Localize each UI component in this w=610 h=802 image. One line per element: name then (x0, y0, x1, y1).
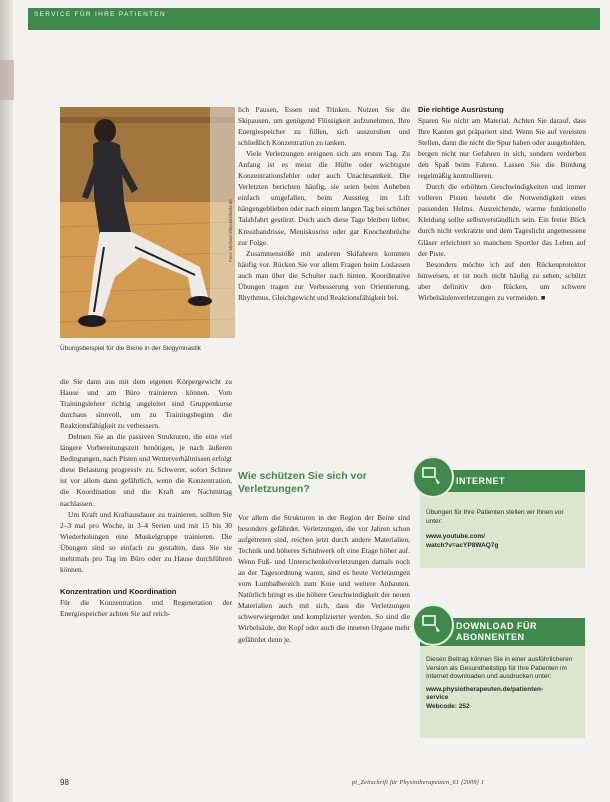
column-middle-bottom (238, 512, 410, 645)
internet-box-text: Übungen für Ihre Patienten stellen wir Ihnen vor unter: (426, 509, 564, 525)
subheading-konzentration: Konzentration und Koordination (60, 586, 177, 596)
column-middle-top (238, 104, 410, 303)
paragraph: die Sie dann aus mit dem eigenen Körpergewicht zu Hause und am Büro trainieren können. Vom Trainingslehrer richtig angeleitet sind Gruppenkurse durchaus sinnvoll, um zu Trainingsbeginn die Reaktionsfähigkeit zu verbessern. (60, 377, 232, 431)
page-binding-edge (0, 0, 13, 802)
paragraph: Um Kraft und Kraftausdauer zu trainieren, sollten Sie 2–3 mal pro Woche, in 3–4 Serien und mit 15 bis 30 Wiederholungen eine Muskelgruppe trainieren. Die Übungen sind so einfach zu gestalten, dass Sie sie mehrmals pro Tag im Büro oder zu Hause durchführen können. (60, 509, 232, 574)
paragraph: Durch die erhöhten Geschwindigkeiten und immer volleren Pisten besteht die Notwendigkeit eines passenden Helms. Ausreichende, warme funktionelle Kleidung sollte selbstverständlich sein. Ein freier Blick durch nicht verkratzte und dem Tageslicht angemessene Gläser erleichtert so manchem Sportler das Leben auf der Piste. (418, 182, 586, 258)
internet-link-line1[interactable]: www.youtube.com/ (426, 533, 485, 540)
paragraph: Zusammenstöße mit anderen Skifahrern kommen häufig vor. Rücken Sie vor allem Fragen beim Loslassen auch man über die Schulter nach hinten. Koordinative Übungen tragen zur Verbesserung von Orientierung, Rhythmus, Gleichgewicht und Reaktionsfähigkeit bei. (238, 248, 410, 302)
download-box-body (426, 656, 581, 712)
internet-box-body (426, 508, 581, 550)
internet-box-title: INTERNET (456, 476, 505, 486)
download-box-header (420, 618, 585, 646)
paragraph: lich Pausen, Essen und Trinken. Nutzen Sie die Skipausen, um genügend Flüssigkeit aufzunehmen, Ihre Energiespeicher zu füllen, sich auszuruhen und schließlich Konzentration zu tanken. (238, 105, 410, 148)
paragraph: Sparen Sie nicht am Material. Achten Sie darauf, dass Ihre Kanten gut präpariert sind. Wenn Sie auf vereisten Stellen, dann die nicht die Spur haben oder ausgehohlen, bergen nicht nur Gefahren in sich, sondern verderben den Spaß beim Fahren. Lassen Sie die Bindung regelmäßig kontrollieren. (418, 116, 586, 181)
internet-link-line2[interactable]: watch?v=acYP8WAQ7g (426, 542, 499, 549)
paragraph: Viele Verletzungen ereignen sich am ersten Tag. Zu Anfang ist es meist die Hüfte oder wichtigste Konzentrationsfehler oder auch Unachtsamkeit. Die Verletzten berichten häufig, sie seien beim Anheben einfach umgefallen, beim Ausstieg im Lift hängengeblieben oder nach einem langen Tag bei schöner Talabfahrt gestürzt. Doch auch diese Tage bleiben lieber, Kreuzbandrisse, Meniskusriss oder gar Knochenbrüche zur Folge. (238, 149, 410, 247)
download-box-title-line1: DOWNLOAD FÜR (456, 621, 537, 631)
internet-box-header (420, 470, 585, 492)
download-link-line2[interactable]: service (426, 694, 449, 702)
page-edge-shadow (0, 60, 14, 100)
download-box-title-line2: ABONNENTEN (456, 632, 525, 642)
download-box-text: Diesen Beitrag können Sie in einer ausführlicheren Version als Gesundheitstipp für Ihre Patienten im Internet downloaden und ausdrucken unter: (426, 656, 573, 681)
journal-footer: pt_Zeitschrift für Physiotherapeuten_61 [2009] 1 (352, 779, 485, 786)
paragraph: Dehnen Sie an die passiven Strukturen, die eine viel längere Vorbereitungszeit benötigen, je nach äußeren Bedingungen, nach Pisten und Wetterverhältnissen erfolgt diese Belastung progressiv zu. Schwerer, sofort Schnee ist vor allem dann gefährlich, wenn die Konzentration, die Koordination und die Kraft am Nachmittag nachlassen. (60, 432, 232, 508)
internet-box (420, 470, 585, 568)
column-left (60, 376, 232, 619)
column-right (418, 104, 586, 303)
photo-credit: Foto: Michael Zilinski/zilinski.de (228, 199, 233, 262)
paragraph: Besonders möchte ich auf den Rückenprotektor hinweisen, er ist noch nicht häufig zu sehen, schützt aber definitiv den Rücken, um schwere Wirbelsäulenverletzungen zu vermeiden. ■ (418, 259, 586, 302)
paragraph: Vor allem die Strukturen in der Region der Beine sind besonders gefährdet. Verletzungen, die vor Jahren schon aufgetreten sind, reichen jetzt durch andere Materialien, Technik und höheres Schuhwerk oft eine Etage höher auf. Wenn Fuß- und Unterschenkelverletzungen damals noch an der Tagesordnung waren, sind es heute Verletzungen vom Lumbalbereich zum Knie und weitere Anbauten. Natürlich bringt es die höhere Geschwindigkeit der neuen Materialien auch mit sich, dass die Verletzungen schwerwiegender und komplizierter werden. So sind die Wirbelsäule, der Kopf oder auch die inneren Organe mehr gefährdet denn je. (238, 513, 410, 644)
photo-caption: Übungsbeispiel für die Beine in der Skigymnastik (60, 345, 201, 352)
section-heading-verletzungen: Wie schützen Sie sich vor Verletzungen? (238, 470, 367, 495)
paragraph: Für die Konzentration und Regeneration der Energiespeicher achten Sie auf reich- (60, 597, 232, 618)
subheading-ausruestung: Die richtige Ausrüstung (418, 105, 504, 114)
download-link-line1[interactable]: www.physiotherapeuten.de/patienten- (426, 685, 544, 693)
section-label: SERVICE FÜR IHRE PATIENTEN (34, 11, 167, 18)
computer-mouse-icon (412, 456, 454, 498)
computer-mouse-icon (412, 604, 454, 646)
exercise-photo (60, 107, 235, 338)
page-number: 98 (60, 778, 69, 787)
download-box (420, 618, 585, 738)
webcode: Webcode: 252 (426, 702, 470, 710)
